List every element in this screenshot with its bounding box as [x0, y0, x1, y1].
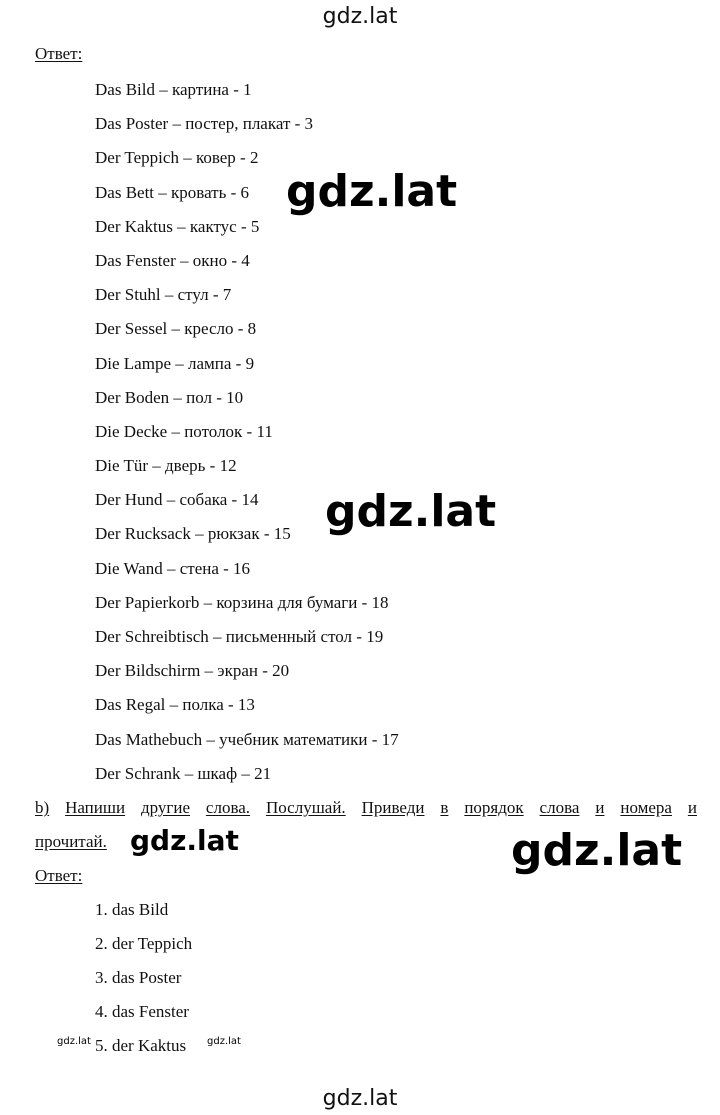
list-item: 1. das Bild [95, 900, 169, 919]
watermark-header: gdz.lat [322, 4, 398, 29]
list-item: Das Mathebuch – учебник математики - 17 [95, 729, 399, 749]
watermark-footer: gdz.lat [322, 1086, 398, 1111]
list-item: Der Kaktus – кактус - 5 [95, 216, 260, 236]
list-item: Das Regal – полка - 13 [95, 695, 255, 715]
watermark-small-2: gdz.lat [207, 1036, 241, 1047]
list-item: Der Schreibtisch – письменный стол - 19 [95, 627, 384, 646]
list-item: Der Sessel – кресло - 8 [95, 319, 257, 339]
list-item: Die Wand – стена - 16 [95, 558, 251, 578]
task-word: слова. [205, 798, 251, 817]
task-word: в [440, 798, 449, 817]
list-item: Der Papierkorb – корзина для бумаги - 18 [95, 592, 389, 612]
list-item: Der Stuhl – стул - 7 [95, 285, 232, 305]
task-word: и [687, 798, 697, 817]
answer-label-2: Ответ: [35, 866, 83, 885]
task-word: и [595, 798, 605, 817]
task-word: другие [140, 798, 191, 817]
list-item: 2. der Teppich [95, 934, 193, 953]
task-word: порядок [464, 798, 524, 817]
list-item: Der Rucksack – рюкзак - 15 [95, 524, 291, 544]
watermark-big-1: gdz.lat [286, 166, 458, 217]
task-word: b) [35, 798, 50, 817]
task-word: Напиши [65, 798, 126, 817]
list-item: Die Lampe – лампа - 9 [95, 353, 255, 373]
task-b-line-2: прочитай. [35, 832, 107, 851]
watermark-big-3: gdz.lat [511, 825, 683, 876]
list-item: Die Tür – дверь - 12 [95, 456, 237, 476]
list-item: 5. der Kaktus [95, 1036, 187, 1055]
task-word: слова [539, 798, 580, 817]
list-item: 4. das Fenster [95, 1002, 189, 1021]
list-item: Das Bett – кровать - 6 [95, 182, 250, 202]
answer-label-1: Ответ: [35, 44, 83, 63]
watermark-small-1: gdz.lat [57, 1036, 91, 1047]
list-item: Das Fenster – окно - 4 [95, 250, 250, 270]
task-word: Послушай. [265, 798, 346, 817]
watermark-big-2: gdz.lat [325, 486, 497, 537]
list-item: Das Bild – картина - 1 [95, 80, 252, 99]
list-item: Der Schrank – шкаф – 21 [95, 763, 272, 783]
list-item: Der Bildschirm – экран - 20 [95, 661, 290, 681]
watermark-mid: gdz.lat [130, 824, 239, 857]
task-word: номера [620, 798, 672, 817]
list-item: Der Hund – собака - 14 [95, 490, 259, 510]
list-item: Der Boden – пол - 10 [95, 387, 244, 407]
task-word: Приведи [361, 798, 425, 817]
list-item: Der Teppich – ковер - 2 [95, 148, 259, 168]
list-item: 3. das Poster [95, 968, 182, 987]
answer-list-2 [95, 893, 192, 1063]
task-b-line-1 [35, 791, 697, 825]
list-item: Das Poster – постер, плакат - 3 [95, 114, 314, 134]
list-item: Die Decke – потолок - 11 [95, 421, 273, 441]
